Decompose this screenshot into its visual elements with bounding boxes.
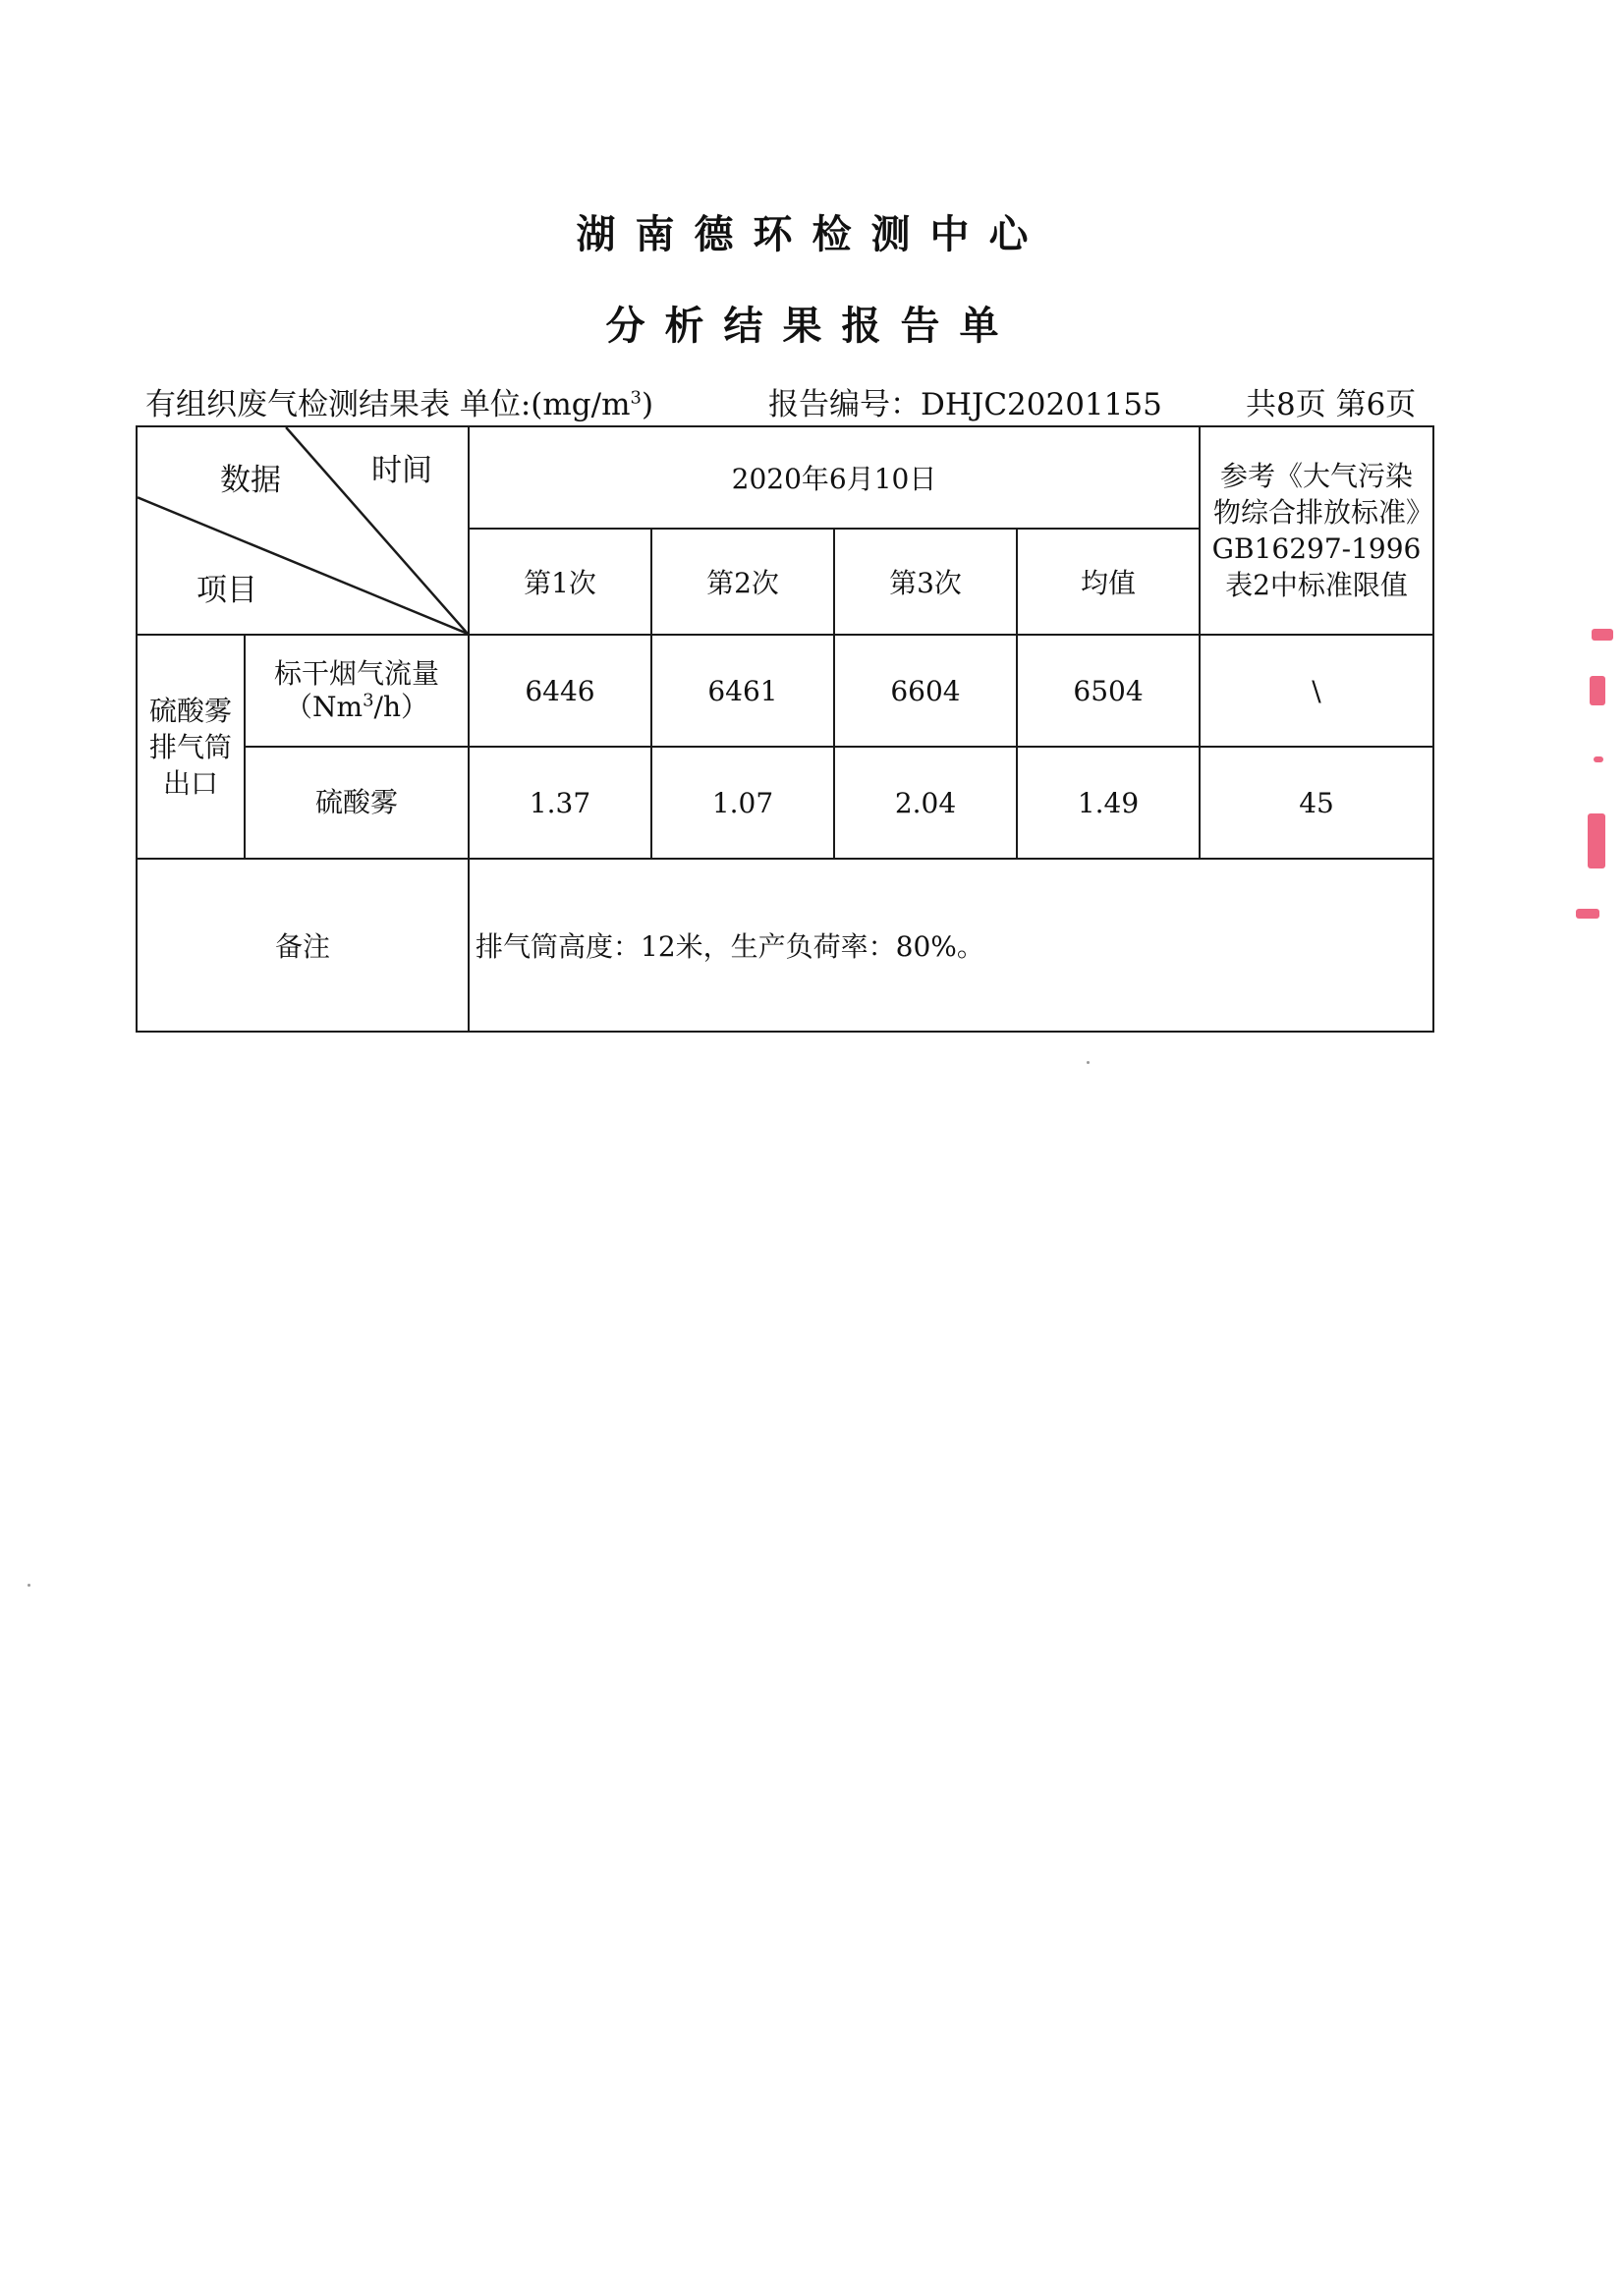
reference-standard: 参考《大气污染物综合排放标准》GB16297-1996表2中标准限值 xyxy=(1200,426,1433,635)
column-run-2: 第2次 xyxy=(651,529,834,635)
caption-unit-superscript: 3 xyxy=(630,387,642,409)
flow-limit: \ xyxy=(1200,635,1433,747)
seal-mark xyxy=(1594,756,1603,762)
seal-mark xyxy=(1590,676,1605,705)
flow-run-1: 6446 xyxy=(469,635,651,747)
unit-superscript: 3 xyxy=(363,690,374,711)
item-flow-rate-unit xyxy=(246,691,468,724)
remark-text: 排气筒高度：12米，生产负荷率：80%。 xyxy=(469,859,1433,1032)
flow-run-3: 6604 xyxy=(834,635,1017,747)
mist-run-1: 1.37 xyxy=(469,747,651,859)
item-sulfuric-acid-mist: 硫酸雾 xyxy=(245,747,469,859)
seal-mark xyxy=(1588,813,1605,868)
column-average: 均值 xyxy=(1017,529,1200,635)
seal-mark xyxy=(1576,909,1599,919)
date-header: 2020年6月10日 xyxy=(469,426,1200,529)
corner-header-cell xyxy=(137,426,469,635)
scan-speck xyxy=(1087,1061,1090,1064)
unit-suffix: /h） xyxy=(373,691,428,723)
corner-label-data: 数据 xyxy=(220,463,281,498)
mist-average: 1.49 xyxy=(1017,747,1200,859)
mist-limit: 45 xyxy=(1200,747,1433,859)
column-run-1: 第1次 xyxy=(469,529,651,635)
table-caption xyxy=(145,383,653,426)
report-number: 报告编号：DHJC20201155 xyxy=(768,387,1162,422)
flow-average: 6504 xyxy=(1017,635,1200,747)
corner-label-item: 项目 xyxy=(196,573,257,608)
mist-run-3: 2.04 xyxy=(834,747,1017,859)
table-caption-text: 有组织废气检测结果表 单位:(mg/m xyxy=(145,387,631,422)
caption-unit-close: ) xyxy=(641,387,654,422)
org-title: 湖南德环检测中心 xyxy=(576,212,1048,257)
scan-speck xyxy=(28,1584,30,1587)
item-flow-rate-label: 标干烟气流量 xyxy=(273,657,439,690)
seal-mark xyxy=(1592,629,1613,641)
column-run-3: 第3次 xyxy=(834,529,1017,635)
document-title: 分析结果报告单 xyxy=(605,304,1019,349)
page-info: 共8页 第6页 xyxy=(1246,387,1417,422)
remark-label: 备注 xyxy=(137,859,469,1032)
mist-run-2: 1.07 xyxy=(651,747,834,859)
results-table xyxy=(136,425,1434,1033)
item-flow-rate xyxy=(245,635,469,747)
corner-label-time: 时间 xyxy=(371,453,432,488)
flow-run-2: 6461 xyxy=(651,635,834,747)
unit-prefix: （Nm xyxy=(285,691,364,723)
sample-point: 硫酸雾排气筒出口 xyxy=(137,635,245,859)
